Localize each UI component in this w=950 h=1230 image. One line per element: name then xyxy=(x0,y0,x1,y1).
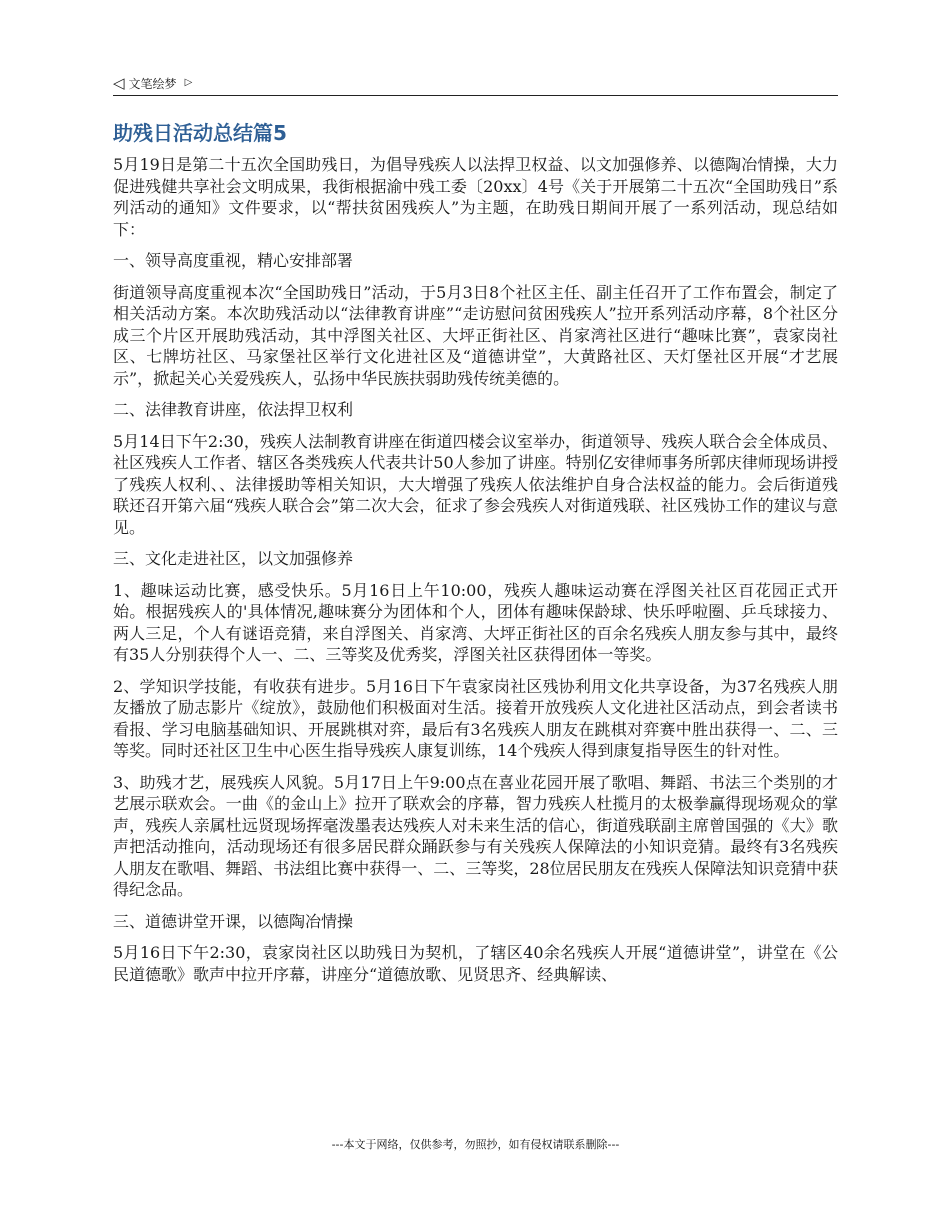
paragraph-moral-lecture: 5月16日下午2:30，袁家岗社区以助残日为契机，了辖区40余名残疾人开展“道德讲堂”，讲堂在《公民道德歌》歌声中拉开序幕，讲座分“道德放歌、见贤思齐、经典解读、 xyxy=(113,943,838,984)
section-heading-3: 三、文化走进社区，以文加强修养 xyxy=(113,549,354,568)
paragraph-talent-show: 3、助残才艺，展残疾人风貌。5月17日上午9:00点在喜业花园开展了歌唱、舞蹈、书法三个类别的才艺展示联欢会。一曲《的金山上》拉开了联欢会的序幕，智力残疾人杜揽月的太极拳赢得现场观众的掌声，残疾人亲属杜远贤现场挥毫泼墨表达残疾人对未来生活的信心，街道残联副主席曾国强的《大》歌声把活动推向，活动现场还有很多居民群众踊跃参与有关残疾人保障法的小知识竞猜。最终有3名残疾人朋友在歌唱、舞蹈、书法组比赛中获得一、二、三等奖，28位居民朋友在残疾人保障法知识竞猜中获得纪念品。 xyxy=(113,772,838,899)
paragraph-leadership: 街道领导高度重视本次“全国助残日”活动，于5月3日8个社区主任、副主任召开了工作布置会，制定了相关活动方案。本次助残活动以“法律教育讲座”“走访慰问贫困残疾人”拉开系列活动序幕，8个社区分成三个片区开展助残活动，其中浮图关社区、大坪正街社区、肖家湾社区进行“趣味比赛”，袁家岗社区、七牌坊社区、马家堡社区举行文化进社区及“道德讲堂”，大黄路社区、天灯堡社区开展“才艺展示”，掀起关心关爱残疾人，弘扬中华民族扶弱助残传统美德的。 xyxy=(113,282,838,388)
section-heading-1: 一、领导高度重视，精心安排部署 xyxy=(113,251,354,270)
brand-label: 文笔绘梦 xyxy=(128,76,177,91)
triangle-left-icon: ◁ xyxy=(113,73,125,92)
section-heading-2: 二、法律教育讲座，依法捍卫权利 xyxy=(113,400,354,419)
paragraph-fun-sports: 1、趣味运动比赛，感受快乐。5月16日上午10:00，残疾人趣味运动赛在浮图关社区百花园正式开始。根据残疾人的'具体情况,趣味赛分为团体和个人，团体有趣味保龄球、快乐呼啦圈、乒乓球接力、两人三足，个人有谜语竞猜，来自浮图关、肖家湾、大坪正街社区的百余名残疾人朋友参与其中，最终有35人分别获得个人一、二、三等奖及优秀奖，浮图关社区获得团体一等奖。 xyxy=(113,580,838,664)
document-page xyxy=(113,0,838,1230)
document-title: 助残日活动总结篇5 xyxy=(113,121,287,145)
triangle-right-icon: ▷ xyxy=(184,77,193,88)
document-body xyxy=(113,154,838,995)
paragraph-intro: 5月19日是第二十五次全国助残日，为倡导残疾人以法捍卫权益、以文加强修养、以德陶冶情操，大力促进残健共享社会文明成果，我街根据渝中残工委〔20xx〕4号《关于开展第二十五次“全国助残日”系列活动的通知》文件要求，以“帮扶贫困残疾人”为主题，在助残日期间开展了一系列活动，现总结如下： xyxy=(113,155,838,239)
paragraph-legal-lecture: 5月14日下午2:30，残疾人法制教育讲座在街道四楼会议室举办，街道领导、残疾人联合会全体成员、社区残疾人工作者、辖区各类残疾人代表共计50人参加了讲座。特别亿安律师事务所郭庆律师现场讲授了残疾人权利、、法律援助等相关知识，大大增强了残疾人依法维护自身合法权益的能力。会后街道残联还召开第六届“残疾人联合会”第二次大会，征求了参会残疾人对街道残联、社区残协工作的建议与意见。 xyxy=(113,431,838,537)
paragraph-learning-skills: 2、学知识学技能，有收获有进步。5月16日下午袁家岗社区残协利用文化共享设备，为37名残疾人朋友播放了励志影片《绽放》，鼓励他们积极面对生活。接着开放残疾人文化进社区活动点，到会者读书看报、学习电脑基础知识、开展跳棋对弈，最后有3名残疾人朋友在跳棋对弈赛中胜出获得一、二、三等奖。同时还社区卫生中心医生指导残疾人康复训练，14个残疾人得到康复指导医生的针对性。 xyxy=(113,676,838,760)
section-heading-4: 三、道德讲堂开课，以德陶冶情操 xyxy=(113,911,354,931)
page-header xyxy=(113,71,838,96)
page-footer-disclaimer: ---本文于网络，仅供参考，勿照抄，如有侵权请联系删除--- xyxy=(331,1138,620,1151)
